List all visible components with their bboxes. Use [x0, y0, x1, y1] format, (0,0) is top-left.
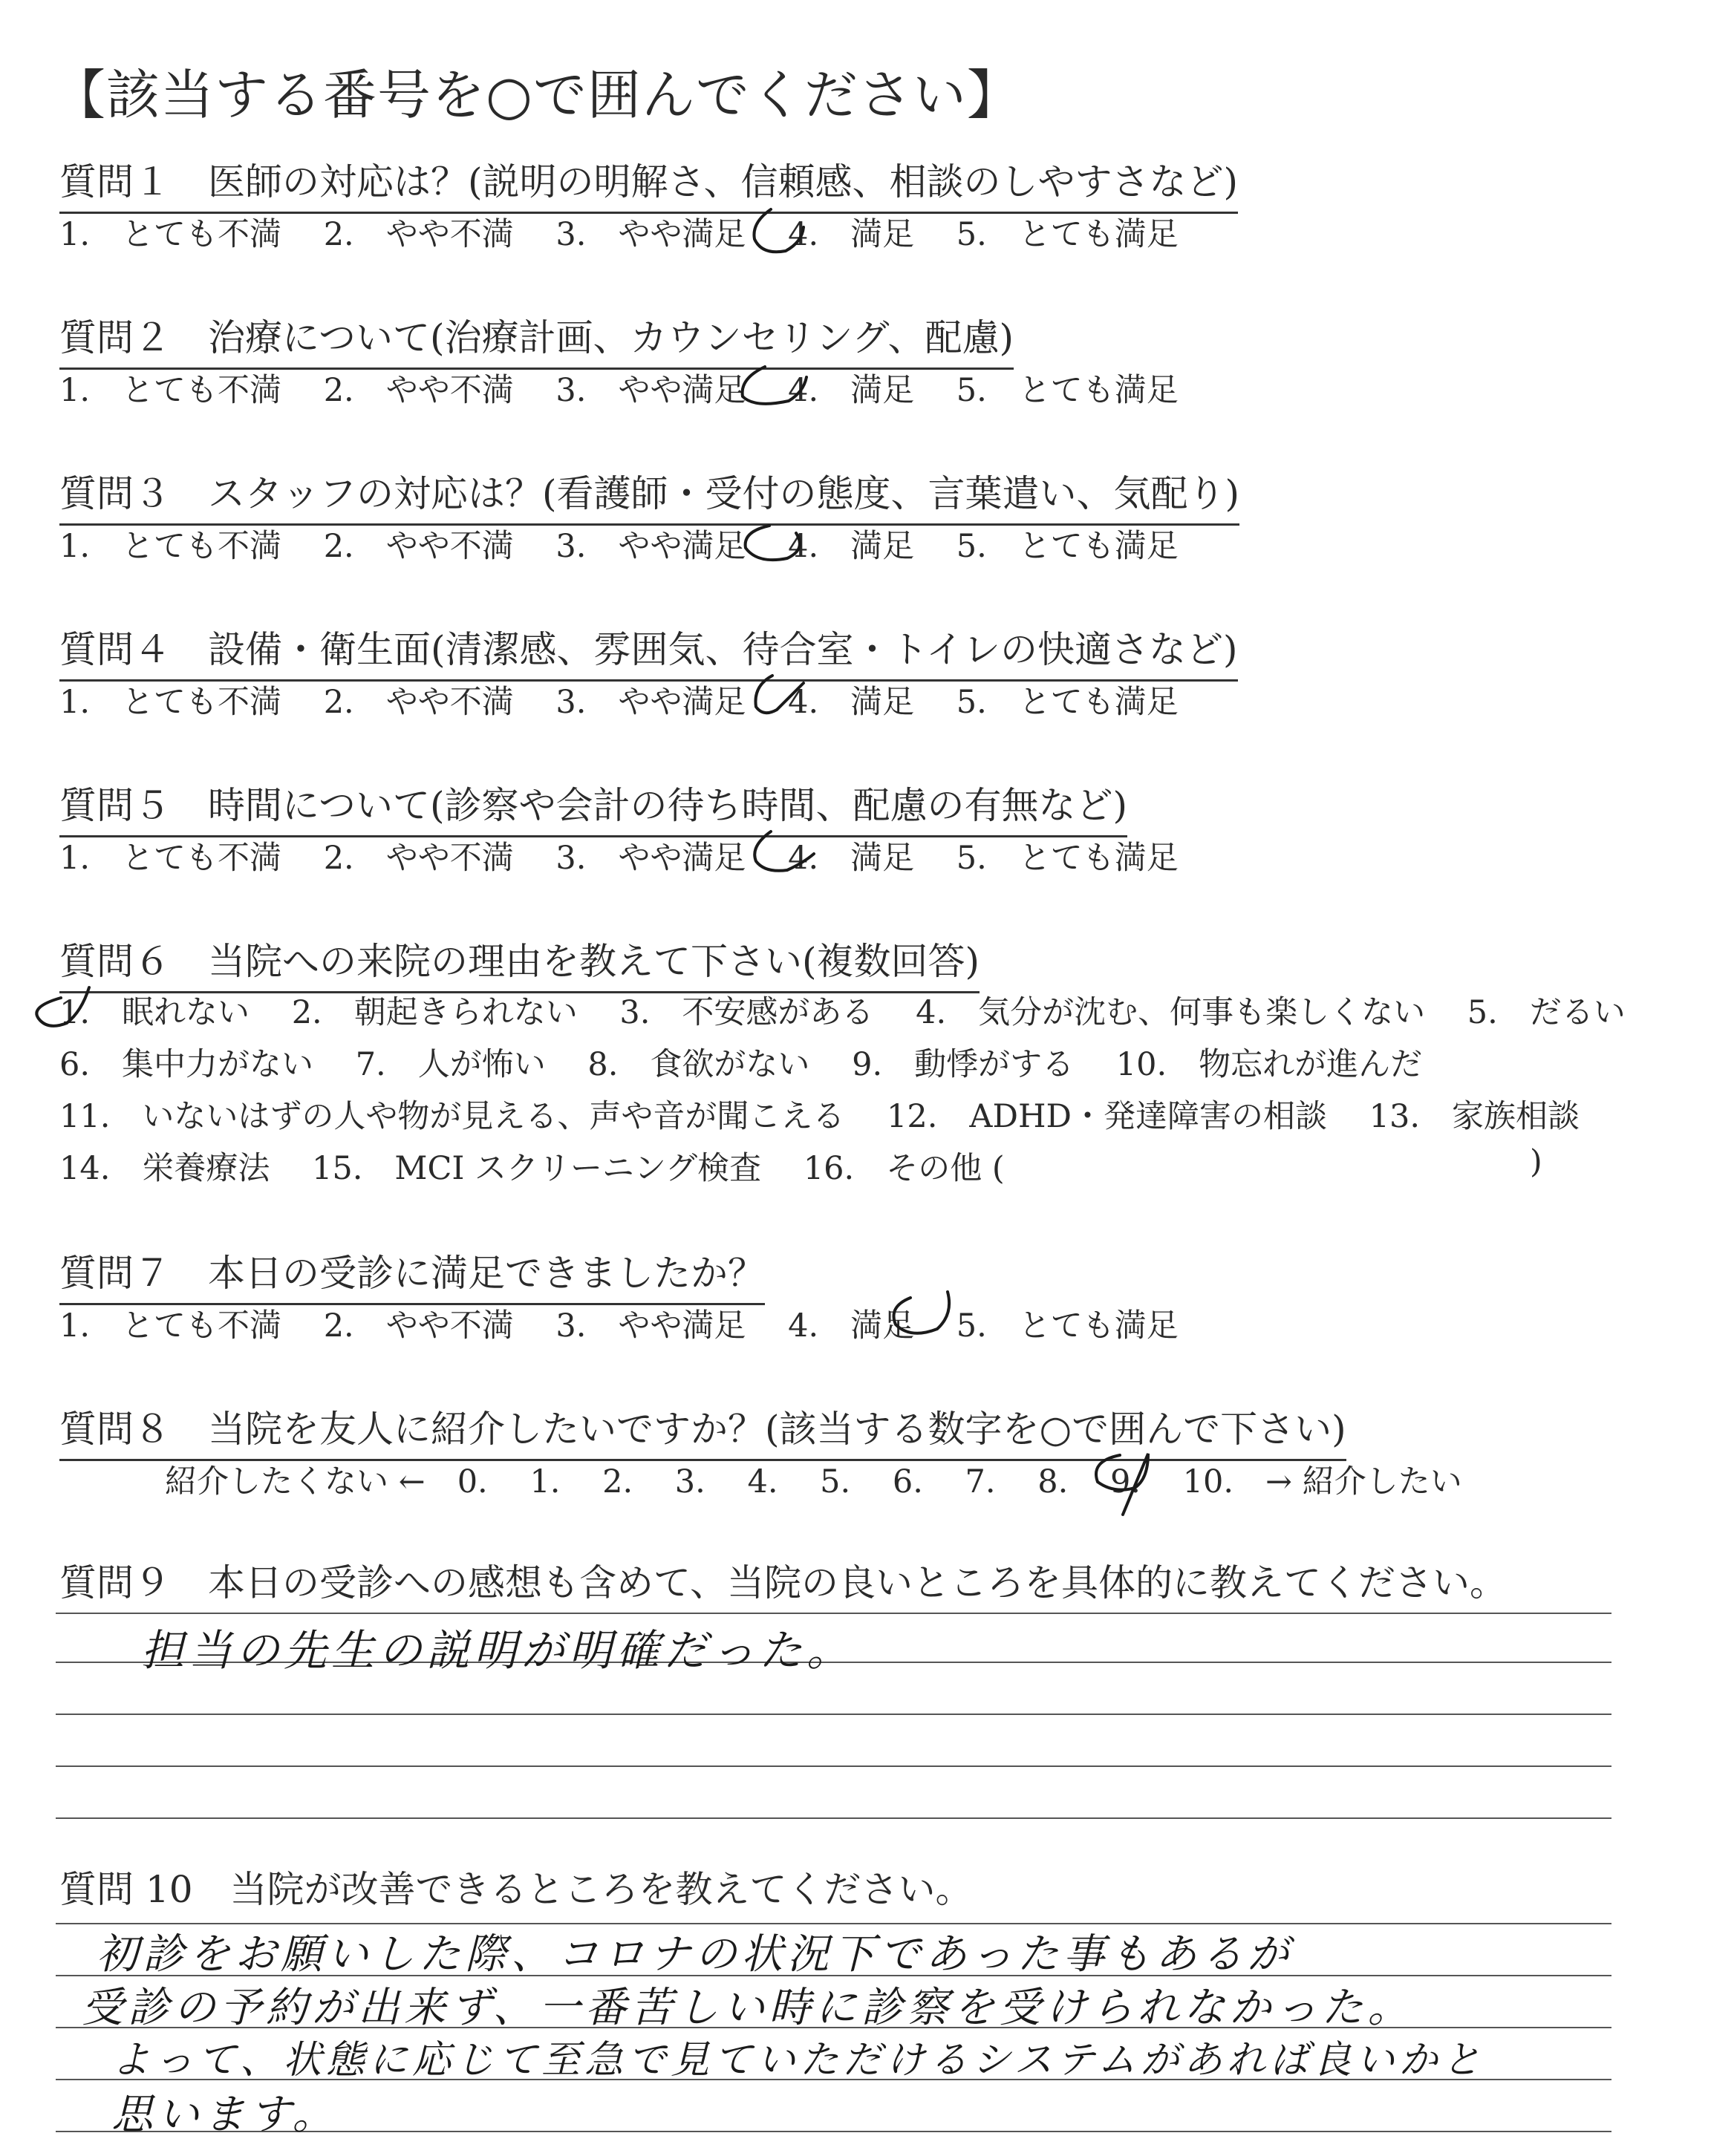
question-6-other-close-paren: ) — [1530, 1143, 1542, 1180]
question-10-heading: 質問 10 当院が改善できるところを教えてください。 — [59, 1868, 973, 1911]
q10-handwritten-answer-line-4[interactable]: 思います。 — [111, 2091, 339, 2139]
question-3-heading: 質問３ スタッフの対応は？(看護師・受付の態度、言葉遣い、気配り) — [59, 464, 1239, 526]
q9-answer-rule — [56, 1714, 1611, 1715]
form-instruction-title: 【該当する番号を○で囲んでください】 — [52, 64, 1021, 126]
q9-answer-rule — [56, 1817, 1611, 1819]
question-6-option-line-1[interactable]: 1. 眠れない 2. 朝起きられない 3. 不安感がある 4. 気分が沈む、何事も楽しくない 5. だるい — [59, 994, 1626, 1031]
question-5-options[interactable]: 1. とても不満 2. やや不満 3. やや満足 4. 満足 5. とても満足 — [59, 840, 1179, 877]
question-2-heading: 質問２ 治療について(治療計画、カウンセリング、配慮) — [59, 308, 1014, 370]
q10-handwritten-answer-line-3[interactable]: よって、状態に応じて至急で見ていただけるシステムがあれば良いかと — [111, 2038, 1485, 2082]
question-8-heading: 質問８ 当院を友人に紹介したいですか？(該当する数字を○で囲んで下さい) — [59, 1399, 1346, 1461]
question-4-heading: 質問４ 設備・衛生面(清潔感、雰囲気、待合室・トイレの快適さなど) — [59, 620, 1238, 682]
question-4-options[interactable]: 1. とても不満 2. やや不満 3. やや満足 4. 満足 5. とても満足 — [59, 684, 1179, 721]
question-8-recommend-scale[interactable]: 紹介したくない ← 0. 1. 2. 3. 4. 5. 6. 7. 8. 9. 10. → 紹介したい — [165, 1463, 1462, 1500]
question-6-option-line-3[interactable]: 11. いないはずの人や物が見える、声や音が聞こえる 12. ADHD・発達障害の相談 13. 家族相談 — [59, 1098, 1580, 1135]
question-1-options[interactable]: 1. とても不満 2. やや不満 3. やや満足 4. 満足 5. とても満足 — [59, 216, 1179, 253]
q10-handwritten-answer-line-1[interactable]: 初診をお願いした際、コロナの状況下であった事もあるが — [97, 1930, 1294, 1979]
question-6-option-line-4[interactable]: 14. 栄養療法 15. MCI スクリーニング検査 16. その他 ( — [59, 1150, 1005, 1187]
question-7-heading: 質問７ 本日の受診に満足できましたか？ — [59, 1244, 765, 1305]
question-6-option-line-2[interactable]: 6. 集中力がない 7. 人が怖い 8. 食欲がない 9. 動悸がする 10. 物忘れが進んだ — [59, 1046, 1423, 1083]
question-2-options[interactable]: 1. とても不満 2. やや不満 3. やや満足 4. 満足 5. とても満足 — [59, 372, 1179, 409]
q9-answer-rule — [56, 1613, 1611, 1614]
question-7-options[interactable]: 1. とても不満 2. やや不満 3. やや満足 4. 満足 5. とても満足 — [59, 1307, 1179, 1345]
q9-answer-rule — [56, 1765, 1611, 1767]
question-1-heading: 質問１ 医師の対応は？(説明の明解さ、信頼感、相談のしやすさなど) — [59, 152, 1238, 214]
question-5-heading: 質問５ 時間について(診察や会計の待ち時間、配慮の有無など) — [59, 776, 1127, 837]
q9-handwritten-answer[interactable]: 担当の先生の説明が明確だった。 — [141, 1625, 855, 1676]
q10-handwritten-answer-line-2[interactable]: 受診の予約が出来ず、一番苦しい時に診察を受けられなかった。 — [82, 1984, 1414, 2032]
question-3-options[interactable]: 1. とても不満 2. やや不満 3. やや満足 4. 満足 5. とても満足 — [59, 528, 1179, 565]
question-9-heading: 質問９ 本日の受診への感想も含めて、当院の良いところを具体的に教えてください。 — [59, 1561, 1507, 1604]
question-6-heading: 質問６ 当院への来院の理由を教えて下さい(複数回答) — [59, 932, 980, 993]
